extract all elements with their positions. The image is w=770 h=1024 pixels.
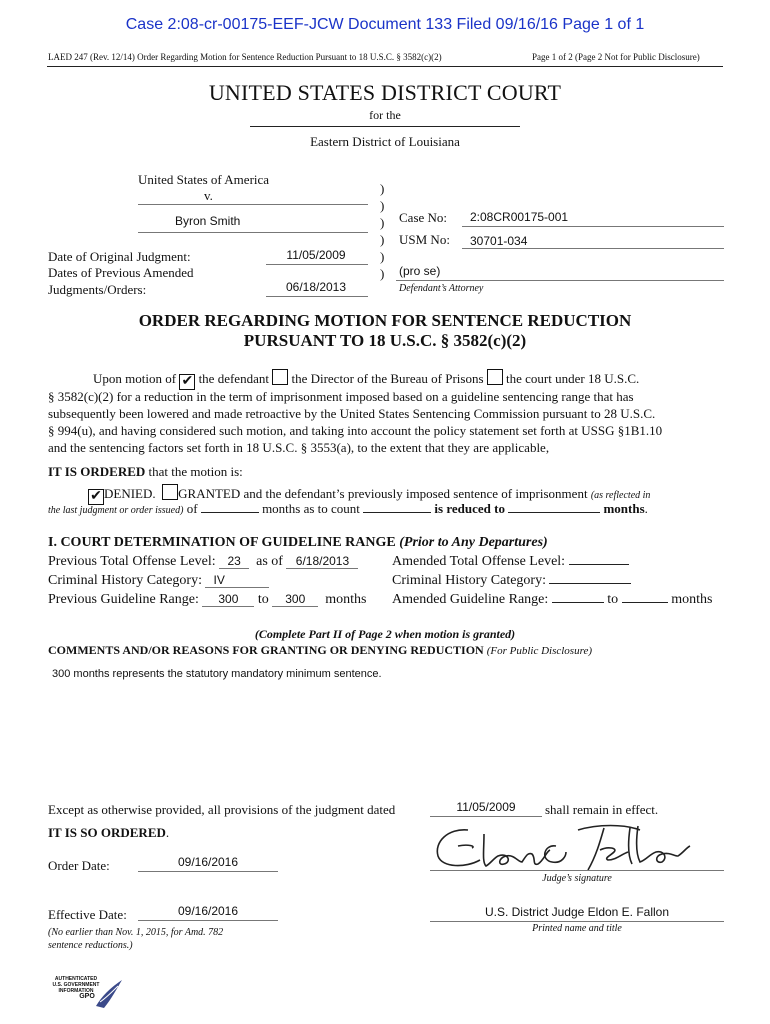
opt-defendant-label: the defendant	[198, 371, 269, 386]
reduced-to: is reduced to	[431, 501, 505, 516]
effective-date[interactable]: 09/16/2016	[177, 904, 239, 918]
denied-checkbox[interactable]: ✔	[88, 489, 104, 505]
amended-range-label: Amended Guideline Range:	[392, 592, 549, 607]
judge-sig-label: Judge’s signature	[542, 873, 612, 884]
count-blank[interactable]	[363, 512, 431, 513]
attorney-rule	[396, 280, 724, 281]
gpo-line-4: GPO	[79, 993, 95, 1000]
upon-motion-label: Upon motion of	[93, 371, 177, 386]
effective-note-1: (No earlier than Nov. 1, 2015, for Amd. 782	[48, 927, 224, 938]
prev-range-months: months	[325, 592, 367, 607]
district: Eastern District of Louisiana	[310, 134, 460, 149]
prev-range-label: Previous Guideline Range:	[48, 592, 199, 607]
attorney-label: Defendant’s Attorney	[399, 283, 484, 294]
section1-heading	[48, 535, 548, 551]
prev-amended-label-1: Dates of Previous Amended	[48, 265, 194, 280]
amended-range-row	[392, 592, 712, 608]
amended-range-low[interactable]	[552, 602, 604, 603]
usm-no: 30701-034	[470, 234, 528, 248]
form-id: LAED 247 (Rev. 12/14) Order Regarding Motion for Sentence Reduction Pursuant to 18 U.S.C. § 3582(c)(2)	[48, 52, 442, 62]
months-as-to-count: months as to count	[262, 501, 360, 516]
section1-heading-text: I. COURT DETERMINATION OF GUIDELINE RANGE	[48, 535, 396, 550]
order-date-rule	[138, 871, 278, 872]
prev-amended-date: 06/18/2013	[285, 280, 347, 294]
effective-date-rule	[138, 920, 278, 921]
crim-hist-row	[48, 573, 269, 589]
prev-range-low[interactable]: 300	[202, 592, 254, 607]
reduced-blank[interactable]	[508, 512, 600, 513]
ecf-header: Case 2:08-cr-00175-EEF-JCW Document 133 Filed 09/16/16 Page 1 of 1	[125, 16, 645, 33]
case-no-rule	[462, 226, 724, 227]
last-judgment: the last judgment or order issued)	[48, 505, 184, 516]
prev-amended-rule	[266, 296, 368, 297]
header-rule	[47, 66, 723, 67]
usm-no-rule	[462, 248, 724, 249]
comments-row	[48, 643, 592, 658]
amended-range-high[interactable]	[622, 602, 668, 603]
plaintiff-rule	[138, 204, 368, 205]
opt-court-label: the court under 18 U.S.C.	[506, 371, 640, 386]
prev-range-to: to	[257, 592, 269, 607]
reduced-months: months	[603, 501, 645, 516]
judge-name: U.S. District Judge Eldon E. Fallon	[484, 905, 670, 919]
motion-line-4: § 994(u), and having considered such motion, and taking into account the policy statement set forth at USSG §1B1.10	[48, 423, 663, 438]
crim-hist-label: Criminal History Category:	[48, 573, 202, 588]
ordered-line-2: the last judgment or order issued) of months as to count is reduced to months.	[48, 501, 648, 516]
comments-text[interactable]: 300 months represents the statutory mandatory minimum sentence.	[52, 668, 382, 680]
as-reflected: (as reflected in	[590, 490, 651, 501]
orig-judgment-date: 11/05/2009	[286, 248, 346, 262]
defendant-checkbox[interactable]: ✔	[179, 374, 195, 390]
amended-crim-blank[interactable]	[549, 583, 631, 584]
opt-bop-label: the Director of the Bureau of Prisons	[291, 371, 484, 386]
judge-signature	[428, 816, 698, 878]
granted-label: GRANTED and the defendant’s previously imposed sentence of imprisonment	[178, 486, 588, 501]
denied-label: DENIED.	[104, 486, 156, 501]
motion-line-5: and the sentencing factors set forth in 18 U.S.C. § 3553(a), to the extent that they are applicable,	[48, 440, 550, 455]
order-title-1: ORDER REGARDING MOTION FOR SENTENCE REDUCTION	[138, 311, 632, 330]
ordered-bold: IT IS ORDERED	[48, 464, 146, 479]
order-date-label: Order Date:	[48, 858, 110, 873]
case-no: 2:08CR00175-001	[470, 210, 569, 224]
as-of-label: as of	[256, 554, 283, 569]
order-date[interactable]: 09/16/2016	[177, 855, 239, 869]
order-title-2: PURSUANT TO 18 U.S.C. § 3582(c)(2)	[243, 331, 527, 350]
prev-offense-label: Previous Total Offense Level:	[48, 554, 216, 569]
prev-offense-row	[48, 554, 358, 570]
attorney: (pro se)	[399, 264, 441, 278]
court-checkbox[interactable]	[487, 369, 503, 385]
section1-heading-italic: (Prior to Any Departures)	[399, 535, 548, 550]
crim-hist-value[interactable]: IV	[205, 573, 269, 588]
complete-part2: (Complete Part II of Page 2 when motion is granted)	[254, 627, 516, 641]
gpo-line-2: U.S. GOVERNMENT	[52, 982, 100, 988]
amended-range-months: months	[671, 592, 713, 607]
motion-line-3: subsequently been lowered and made retroactive by the United States Sentencing Commission pursuant to 28 U.S.C.	[48, 406, 656, 421]
prev-range-high[interactable]: 300	[272, 592, 318, 607]
except-date[interactable]: 11/05/2009	[456, 800, 516, 814]
amended-crim-label: Criminal History Category:	[392, 573, 546, 588]
prev-range-row	[48, 592, 367, 608]
court-rule	[250, 126, 520, 127]
usm-no-label: USM No:	[399, 232, 450, 247]
except-text: Except as otherwise provided, all provisions of the judgment dated	[48, 802, 396, 817]
case-no-label: Case No:	[399, 210, 448, 225]
orig-judgment-rule	[266, 264, 368, 265]
effective-note-2: sentence reductions.)	[48, 940, 133, 951]
versus: v.	[204, 188, 213, 203]
as-of-date[interactable]: 6/18/2013	[286, 554, 358, 569]
motion-line-1	[93, 369, 639, 390]
motion-line-2: § 3582(c)(2) for a reduction in the term of imprisonment imposed based on a guideline sentencing range that has	[48, 389, 634, 404]
amended-crim-row	[392, 573, 631, 589]
defendant-name: Byron Smith	[175, 214, 241, 228]
orig-judgment-label: Date of Original Judgment:	[48, 249, 191, 264]
gpo-eagle-icon	[92, 976, 124, 1012]
page-info: Page 1 of 2 (Page 2 Not for Public Disclosure)	[532, 52, 700, 62]
of-label: of	[183, 501, 198, 516]
plaintiff: United States of America	[138, 172, 270, 187]
months-blank[interactable]	[201, 512, 259, 513]
comments-heading: COMMENTS AND/OR REASONS FOR GRANTING OR DENYING REDUCTION	[48, 643, 484, 657]
caption-parens: ) ) ) ) ) )	[380, 181, 385, 281]
ordered-line	[48, 463, 243, 480]
granted-checkbox[interactable]	[162, 484, 178, 500]
gpo-line-3: INFORMATION	[58, 988, 94, 994]
amended-offense-blank[interactable]	[569, 564, 629, 565]
comments-public: (For Public Disclosure)	[486, 645, 592, 657]
ordered-rest: that the motion is:	[145, 464, 243, 479]
amended-range-to: to	[607, 592, 619, 607]
signature-rule	[430, 870, 724, 871]
judge-name-rule	[430, 921, 724, 922]
printed-name-label: Printed name and title	[532, 923, 622, 934]
court-title: UNITED STATES DISTRICT COURT	[208, 80, 562, 105]
amended-offense-label: Amended Total Offense Level:	[392, 554, 566, 569]
so-ordered-row	[48, 824, 169, 841]
defendant-rule	[138, 232, 368, 233]
prev-amended-label-2: Judgments/Orders:	[48, 282, 147, 297]
amended-offense-row	[392, 554, 629, 570]
prev-offense-value[interactable]: 23	[219, 554, 249, 569]
remain-text: shall remain in effect.	[545, 802, 659, 817]
so-ordered-period: .	[165, 825, 170, 840]
effective-date-label: Effective Date:	[48, 907, 127, 922]
so-ordered: IT IS SO ORDERED	[48, 825, 166, 840]
bop-checkbox[interactable]	[272, 369, 288, 385]
for-the: for the	[369, 108, 401, 122]
gpo-line-1: AUTHENTICATED	[54, 976, 98, 982]
